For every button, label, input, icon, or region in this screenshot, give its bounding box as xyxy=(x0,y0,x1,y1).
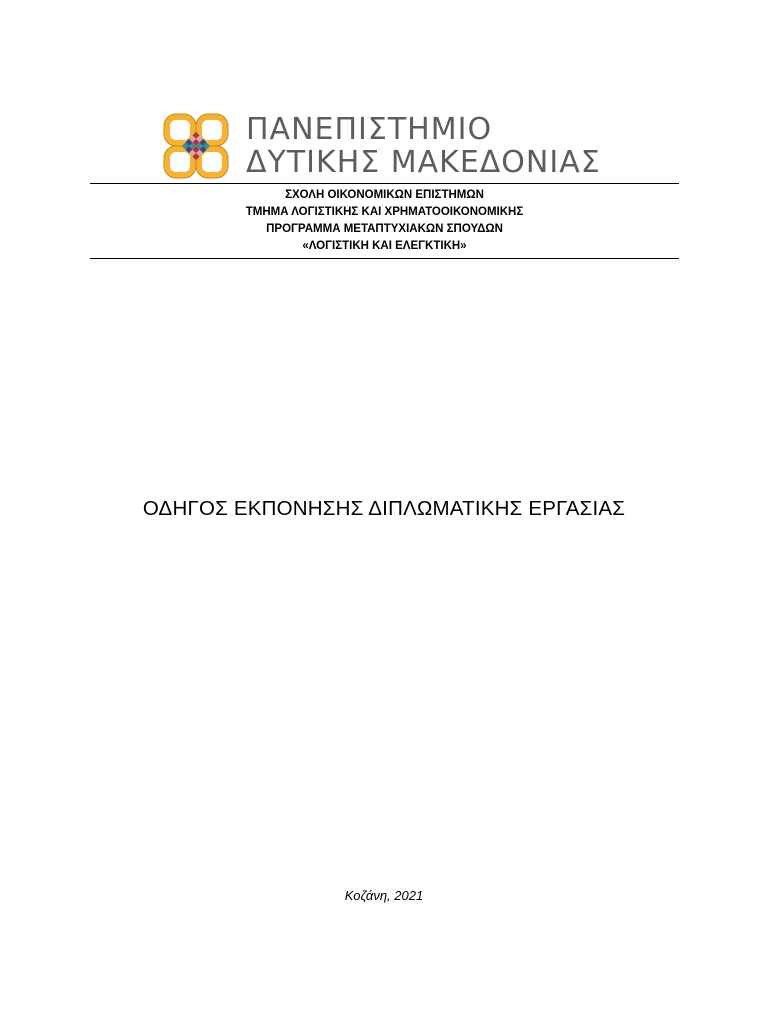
program-title: «ΛΟΓΙΣΤΙΚΗ ΚΑΙ ΕΛΕΓΚΤΙΚΗ» xyxy=(302,240,467,252)
document-title: ΟΔΗΓΟΣ ΕΚΠΟΝΗΣΗΣ ΔΙΠΛΩΜΑΤΙΚΗΣ ΕΡΓΑΣΙΑΣ xyxy=(142,497,626,520)
program-name: ΠΡΟΓΡΑΜΜΑ ΜΕΤΑΠΤΥΧΙΑΚΩΝ ΣΠΟΥΔΩΝ xyxy=(266,223,503,235)
header-top-rule xyxy=(90,183,679,184)
header-bottom-rule xyxy=(90,258,679,259)
university-logo xyxy=(162,112,601,180)
department-header xyxy=(90,187,679,255)
university-name-line-2: ΔΥΤΙΚΗΣ ΜΑΚΕΔΟΝΙΑΣ xyxy=(246,144,601,180)
place-date: Κοζάνη, 2021 xyxy=(344,888,424,903)
department-name: ΤΜΗΜΑ ΛΟΓΙΣΤΙΚΗΣ ΚΑΙ ΧΡΗΜΑΤΟΟΙΚΟΝΟΜΙΚΗΣ xyxy=(245,206,524,218)
university-name-line-1: ΠΑΝΕΠΙΣΤΗΜΙΟ xyxy=(246,111,493,147)
university-emblem-icon xyxy=(162,112,230,180)
university-name xyxy=(246,111,601,180)
school-name: ΣΧΟΛΗ ΟΙΚΟΝΟΜΙΚΩΝ ΕΠΙΣΤΗΜΩΝ xyxy=(285,189,484,201)
